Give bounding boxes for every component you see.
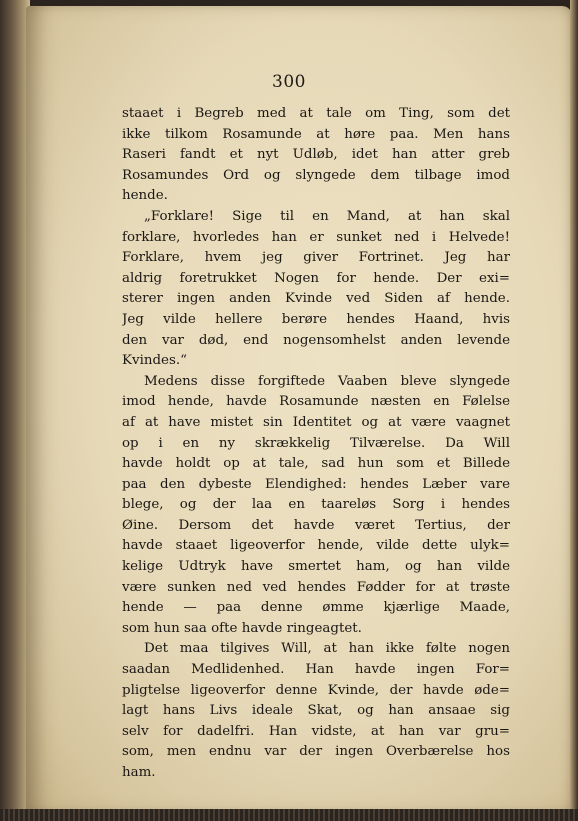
text-line: pligtelse ligeoverfor denne Kvinde, der havde øde= [122,682,510,698]
text-line: „Forklare! Sige til en Mand, at han skal [144,208,510,224]
text-line: op i en ny skrækkelig Tilværelse. Da Will [122,435,510,451]
text-line: kelige Udtryk have smertet ham, og han vilde [122,559,510,575]
text-line: Medens disse forgiftede Vaaben bleve slyngede [144,373,510,389]
text-line: Forklare, hvem jeg giver Fortrinet. Jeg har [122,250,510,266]
text-line: som hun saa ofte havde ringeagtet. [122,620,362,636]
text-line: Øine. Dersom det havde været Tertius, der [122,517,510,533]
text-line: sterer ingen anden Kvinde ved Siden af hende. [122,291,510,307]
text-line: havde holdt op at tale, sad hun som et Billede [122,456,510,472]
text-line: af at have mistet sin Identitet og at være vaagnet [122,414,510,430]
text-line: Rosamundes Ord og slyngede dem tilbage imod [122,167,510,183]
text-line: Det maa tilgives Will, at han ikke følte nogen [144,641,510,657]
text-line: Jeg vilde hellere berøre hendes Haand, hvis [122,311,510,327]
text-line: hende. [122,188,168,204]
text-line: havde staaet ligeoverfor hende, vilde dette ulyk= [122,538,510,554]
text-line: Kvindes.“ [122,353,187,369]
text-line: staaet i Begreb med at tale om Ting, som det [122,106,510,121]
page-edge [570,0,578,821]
text-line: saadan Medlidenhed. Han havde ingen For= [122,662,510,678]
text-line: den var død, end nogensomhelst anden levende [122,332,510,348]
text-line: paa den dybeste Elendighed: hendes Læber vare [122,476,510,492]
body-text [122,104,510,784]
page-number: 300 [272,72,306,92]
text-line: imod hende, havde Rosamunde næsten en Følelse [122,394,510,410]
text-line: blege, og der laa en taareløs Sorg i hendes [122,497,510,513]
text-line: Raseri fandt et nyt Udløb, idet han atter greb [122,147,510,163]
text-line: aldrig foretrukket Nogen for hende. Der exi= [122,270,510,286]
text-line: som, men endnu var der ingen Overbærelse hos [122,744,510,760]
text-line: være sunken ned ved hendes Fødder for at trøste [122,579,510,595]
page-bottom-edge [0,809,578,821]
text-line: forklare, hvorledes han er sunket ned i Helvede! [122,229,510,245]
text-line: selv for dadelfri. Han vidste, at han var gru= [122,723,510,739]
text-line: ikke tilkom Rosamunde at høre paa. Men hans [122,126,510,142]
text-line: ham. [122,765,156,780]
text-line: lagt hans Livs ideale Skat, og han ansaae sig [122,703,510,719]
text-line: hende — paa denne ømme kjærlige Maade, [122,600,510,616]
